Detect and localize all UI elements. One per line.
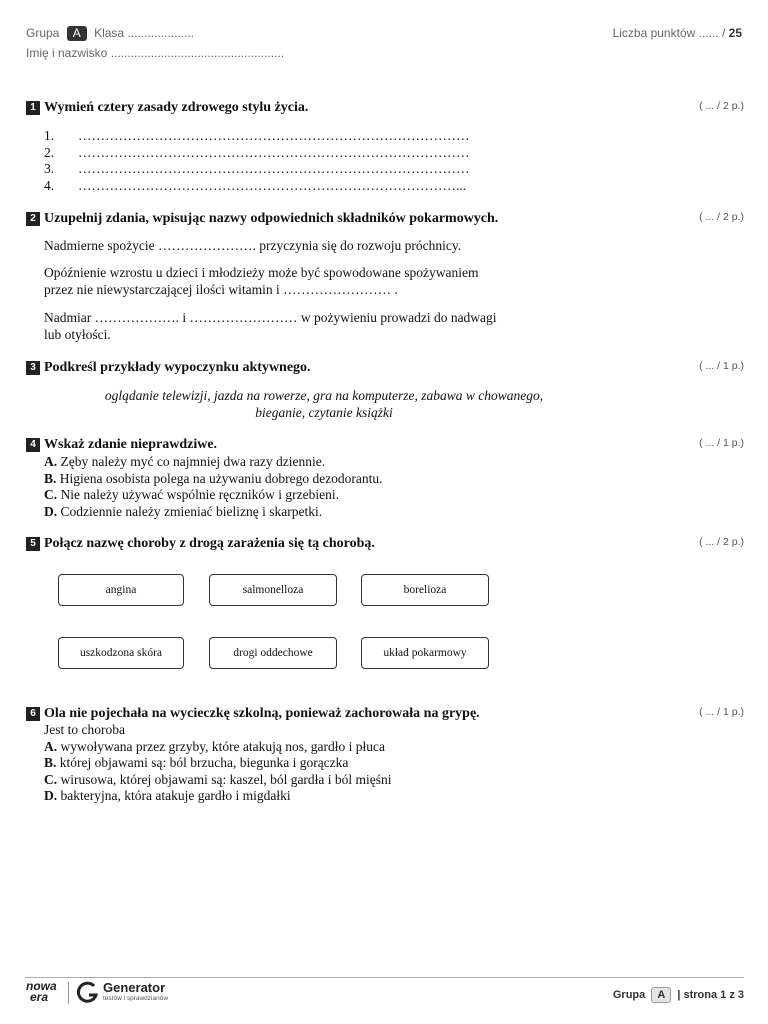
option-text: której objawami są: ból brzucha, biegunka i gorączka <box>59 755 349 770</box>
line-dots: …………………………………………………………………………… <box>78 144 470 160</box>
option-c[interactable] <box>44 487 383 504</box>
name-dots: .................................................... <box>110 46 285 60</box>
line-number: 2. <box>44 144 55 160</box>
activities-line-1[interactable]: oglądanie telewizji, jazda na rowerze, gra na komputerze, zabawa w chowanego, <box>104 388 544 403</box>
option-d[interactable] <box>44 504 383 521</box>
route-box-digestive[interactable]: układ pokarmowy <box>361 637 489 669</box>
option-a[interactable] <box>44 454 383 471</box>
disease-box-borelioza[interactable]: borelioza <box>361 574 489 606</box>
points-total-field <box>613 26 742 40</box>
question-6-title <box>26 706 480 722</box>
question-6-number: 6 <box>26 707 40 721</box>
question-6-text: Ola nie pojechała na wycieczkę szkolną, ponieważ zachorowała na grypę. <box>44 706 480 721</box>
page-indicator <box>613 987 744 1003</box>
question-5-text: Połącz nazwę choroby z drogą zarażenia się tą chorobą. <box>44 536 375 551</box>
question-4-text: Wskaż zdanie nieprawdziwe. <box>44 437 218 452</box>
option-text: Higiena osobista polega na używaniu dobrego dezodorantu. <box>59 470 383 486</box>
sentence-1[interactable]: Nadmierne spożycie …………………. przyczynia się do rozwoju próchnicy. <box>44 238 462 253</box>
group-label: Grupa <box>26 26 60 40</box>
generator-icon <box>77 981 99 1010</box>
option-text: bakteryjna, która atakuje gardło i migdałki <box>60 788 291 803</box>
sentence-2b[interactable]: przez nie niewystarczającej ilości witamin i …………………… . <box>44 282 398 297</box>
logo-line-2: era <box>30 990 49 1004</box>
line-dots: …………………………………………………………………………... <box>78 177 467 193</box>
answer-line[interactable] <box>44 128 470 145</box>
generator-title: Generator <box>103 980 166 995</box>
question-2-number: 2 <box>26 212 40 226</box>
generator-subtitle: testów i sprawdzianów <box>103 995 169 1002</box>
logo-line-1: nowa <box>26 979 57 993</box>
option-text: Codziennie należy zmieniać bieliznę i skarpetki. <box>60 503 323 519</box>
option-a[interactable] <box>44 739 392 756</box>
option-letter: C. <box>44 771 58 787</box>
route-box-respiratory[interactable]: drogi oddechowe <box>209 637 337 669</box>
footer-divider <box>25 977 744 978</box>
question-5-points: ( ... / 2 p.) <box>699 536 744 548</box>
option-b[interactable] <box>44 755 392 772</box>
points-label: Liczba punktów ...... / <box>612 26 726 40</box>
line-number: 4. <box>44 177 55 193</box>
line-dots: …………………………………………………………………………… <box>78 161 470 176</box>
question-4-points: ( ... / 1 p.) <box>699 437 744 449</box>
answer-line[interactable] <box>44 161 470 178</box>
question-6-stem: Jest to choroba <box>44 722 125 737</box>
question-6-points: ( ... / 1 p.) <box>699 706 744 718</box>
footer-group-label: Grupa <box>612 989 646 1001</box>
answer-line[interactable] <box>44 178 470 195</box>
question-1-number: 1 <box>26 101 40 115</box>
activities-line-2[interactable]: bieganie, czytanie książki <box>255 405 393 420</box>
option-letter: D. <box>44 788 58 803</box>
question-3-number: 3 <box>26 361 40 375</box>
question-1-answer-lines <box>44 128 470 194</box>
question-1-points: ( ... / 2 p.) <box>699 100 744 112</box>
question-2-text: Uzupełnij zdania, wpisując nazwy odpowiednich składników pokarmowych. <box>44 211 499 226</box>
disease-box-angina[interactable]: angina <box>58 574 184 606</box>
option-letter: A. <box>44 738 58 754</box>
question-1-title <box>26 100 308 116</box>
footer-group-badge: A <box>651 987 671 1003</box>
sentence-2a: Opóźnienie wzrostu u dzieci i młodzieży może być spowodowane spożywaniem <box>44 265 479 280</box>
option-text: Zęby należy myć co najmniej dwa razy dziennie. <box>60 454 326 469</box>
sentence-3b: lub otyłości. <box>44 327 111 342</box>
answer-line[interactable] <box>44 145 470 162</box>
option-b[interactable] <box>44 471 383 488</box>
option-d[interactable] <box>44 788 392 805</box>
sentence-3a[interactable]: Nadmiar ………………. i …………………… w pożywieniu prowadzi do nadwagi <box>44 310 497 325</box>
question-2-points: ( ... / 2 p.) <box>699 211 744 223</box>
question-1-text: Wymień cztery zasady zdrowego stylu życia. <box>44 100 309 115</box>
option-text: wywoływana przez grzyby, które atakują nos, gardło i płuca <box>60 738 386 754</box>
route-box-skin[interactable]: uszkodzona skóra <box>58 637 184 669</box>
class-label: Klasa <box>94 26 125 40</box>
group-field <box>26 26 194 41</box>
question-4-number: 4 <box>26 438 40 452</box>
nowa-era-logo <box>26 981 66 1003</box>
option-letter: A. <box>44 454 58 469</box>
option-letter: C. <box>44 487 58 502</box>
line-number: 1. <box>44 128 55 143</box>
line-number: 3. <box>44 161 55 176</box>
class-dots: .................... <box>127 26 195 40</box>
option-text: wirusowa, której objawami są: kaszel, ból gardła i ból mięśni <box>60 771 392 787</box>
group-badge: A <box>67 26 87 41</box>
question-6-body <box>44 722 392 805</box>
footer-page-text: | strona 1 z 3 <box>677 989 744 1001</box>
option-letter: B. <box>44 470 57 486</box>
logo-separator <box>68 982 69 1004</box>
question-5-number: 5 <box>26 537 40 551</box>
question-4-title <box>26 437 217 453</box>
name-label: Imię i nazwisko <box>26 46 108 60</box>
option-text: Nie należy używać wspólnie ręczników i grzebieni. <box>60 487 340 502</box>
question-3-text: Podkreśl przykłady wypoczynku aktywnego. <box>44 360 311 375</box>
generator-brand <box>103 981 168 1003</box>
question-3-title <box>26 360 311 376</box>
points-total: 25 <box>728 26 742 40</box>
name-field <box>26 46 284 60</box>
option-c[interactable] <box>44 772 392 789</box>
question-3-points: ( ... / 1 p.) <box>699 360 744 372</box>
option-letter: B. <box>44 755 57 770</box>
option-letter: D. <box>44 503 58 519</box>
question-5-title <box>26 536 375 552</box>
question-2-title <box>26 211 498 227</box>
line-dots: …………………………………………………………………………… <box>78 128 470 143</box>
disease-box-salmonelloza[interactable]: salmonelloza <box>209 574 337 606</box>
question-4-options <box>44 454 383 520</box>
